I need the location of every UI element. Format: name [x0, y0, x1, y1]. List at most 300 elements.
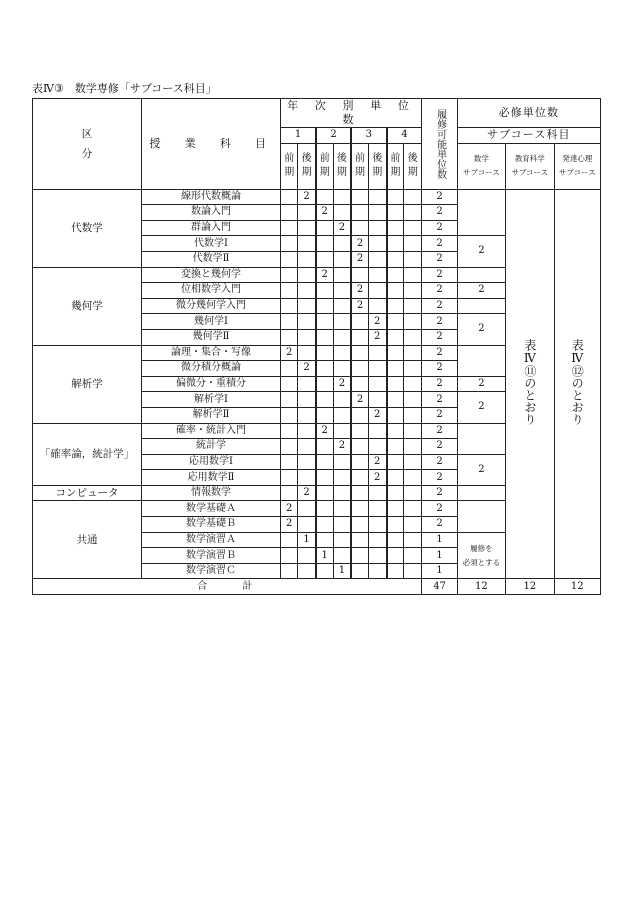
unit-cell: 2 — [298, 189, 316, 205]
unit-cell — [404, 251, 422, 267]
unit-cell — [404, 407, 422, 423]
unit-cell — [298, 236, 316, 252]
unit-cell — [316, 439, 333, 455]
header-year-1: 1 — [281, 128, 316, 144]
required-math-cell: 2 — [457, 392, 505, 423]
unit-cell — [351, 439, 368, 455]
unit-cell — [298, 548, 316, 564]
unit-cell — [368, 501, 386, 517]
credits-cell: 2 — [422, 236, 457, 252]
category-cell: 幾何学 — [33, 267, 142, 345]
unit-cell — [298, 298, 316, 314]
unit-cell — [387, 283, 404, 299]
category-cell: 「確率論，統計学」 — [33, 423, 142, 485]
unit-cell — [316, 189, 333, 205]
unit-cell: 2 — [316, 267, 333, 283]
unit-cell — [298, 470, 316, 486]
credits-cell: 2 — [422, 329, 457, 345]
unit-cell — [316, 376, 333, 392]
unit-cell — [281, 189, 298, 205]
unit-cell — [351, 532, 368, 548]
unit-cell — [387, 563, 404, 579]
unit-cell — [333, 454, 351, 470]
unit-cell — [351, 361, 368, 377]
unit-cell — [368, 236, 386, 252]
credits-cell: 2 — [422, 283, 457, 299]
header-term-first: 前期 — [316, 143, 333, 189]
unit-cell — [368, 517, 386, 533]
unit-cell — [333, 485, 351, 501]
unit-cell — [298, 345, 316, 361]
unit-cell: 2 — [281, 345, 298, 361]
total-math: 12 — [457, 579, 505, 595]
required-math-cell — [457, 189, 505, 236]
required-math-cell — [457, 298, 505, 314]
unit-cell — [368, 563, 386, 579]
header-term-first: 前期 — [281, 143, 298, 189]
unit-cell — [404, 454, 422, 470]
unit-cell — [333, 267, 351, 283]
unit-cell — [404, 236, 422, 252]
unit-cell — [404, 470, 422, 486]
unit-cell — [368, 220, 386, 236]
unit-cell — [351, 189, 368, 205]
header-sub-edu-1: 教育科学 — [514, 154, 545, 164]
header-year-2: 2 — [316, 128, 351, 144]
unit-cell: 2 — [368, 329, 386, 345]
unit-cell — [351, 376, 368, 392]
unit-cell — [298, 205, 316, 221]
unit-cell — [368, 376, 386, 392]
unit-cell — [281, 329, 298, 345]
table-caption: 表Ⅳ③ 数学専修「サブコース科目」 — [32, 82, 217, 95]
unit-cell — [351, 267, 368, 283]
unit-cell — [298, 439, 316, 455]
unit-cell: 2 — [316, 205, 333, 221]
unit-cell — [333, 548, 351, 564]
unit-cell — [316, 407, 333, 423]
unit-cell — [351, 470, 368, 486]
unit-cell: 2 — [281, 501, 298, 517]
unit-cell — [298, 314, 316, 330]
unit-cell — [298, 251, 316, 267]
unit-cell — [316, 454, 333, 470]
credits-cell: 2 — [422, 189, 457, 205]
unit-cell — [281, 361, 298, 377]
required-math-cell: 2 — [457, 283, 505, 299]
subject-cell: 代数学Ⅱ — [141, 251, 280, 267]
header-sub-psy-1: 発達心理 — [562, 154, 593, 164]
unit-cell: 2 — [368, 470, 386, 486]
unit-cell — [368, 251, 386, 267]
unit-cell: 2 — [351, 298, 368, 314]
category-cell: 代数学 — [33, 189, 142, 267]
subject-cell: 解析学Ⅰ — [141, 392, 280, 408]
unit-cell — [387, 485, 404, 501]
header-sub-psy-2: サブコース — [558, 168, 596, 178]
unit-cell — [387, 501, 404, 517]
required-math-cell — [457, 267, 505, 283]
unit-cell: 2 — [281, 517, 298, 533]
unit-cell — [404, 439, 422, 455]
required-edu-cell — [506, 189, 554, 579]
header-yearly-units: 年 次 別 単 位 数 — [281, 99, 422, 128]
unit-cell — [404, 345, 422, 361]
unit-cell: 2 — [333, 376, 351, 392]
unit-cell — [333, 205, 351, 221]
subject-cell: 群論入門 — [141, 220, 280, 236]
unit-cell — [351, 548, 368, 564]
unit-cell: 2 — [316, 423, 333, 439]
credits-cell: 2 — [422, 517, 457, 533]
unit-cell — [351, 205, 368, 221]
unit-cell — [351, 501, 368, 517]
subject-cell: 幾何学Ⅰ — [141, 314, 280, 330]
subject-cell: 偏微分・重積分 — [141, 376, 280, 392]
unit-cell: 2 — [333, 439, 351, 455]
unit-cell — [298, 517, 316, 533]
header-subject: 授 業 科 目 — [141, 99, 280, 190]
header-year-3: 3 — [351, 128, 386, 144]
total-row — [33, 579, 601, 595]
unit-cell — [387, 376, 404, 392]
credits-cell: 2 — [422, 361, 457, 377]
unit-cell — [387, 439, 404, 455]
unit-cell — [387, 361, 404, 377]
unit-cell — [298, 454, 316, 470]
unit-cell — [387, 532, 404, 548]
unit-cell — [281, 423, 298, 439]
credits-cell: 1 — [422, 532, 457, 548]
credits-cell: 2 — [422, 267, 457, 283]
total-edu: 12 — [506, 579, 554, 595]
unit-cell — [387, 298, 404, 314]
unit-cell — [298, 220, 316, 236]
unit-cell — [368, 189, 386, 205]
unit-cell — [387, 267, 404, 283]
unit-cell — [387, 236, 404, 252]
unit-cell: 2 — [368, 407, 386, 423]
unit-cell — [298, 376, 316, 392]
category-cell: 共通 — [33, 501, 142, 579]
unit-cell — [316, 392, 333, 408]
header-kubun-1: 区 — [81, 127, 93, 140]
credits-cell: 2 — [422, 220, 457, 236]
unit-cell — [281, 220, 298, 236]
unit-cell: 2 — [351, 251, 368, 267]
required-edu-text: 表Ⅳ⑪のとおり — [522, 338, 537, 425]
unit-cell — [368, 532, 386, 548]
required-math-cell: 2 — [457, 376, 505, 392]
unit-cell — [281, 470, 298, 486]
curriculum-table — [32, 98, 601, 595]
header-kubun — [33, 99, 142, 190]
subject-cell: 応用数学Ⅱ — [141, 470, 280, 486]
unit-cell: 1 — [333, 563, 351, 579]
unit-cell: 1 — [298, 532, 316, 548]
required-math-cell — [457, 485, 505, 501]
unit-cell — [333, 236, 351, 252]
unit-cell — [351, 345, 368, 361]
header-subcourse: サブコース科目 — [457, 128, 600, 144]
unit-cell: 2 — [298, 485, 316, 501]
unit-cell — [333, 345, 351, 361]
unit-cell — [333, 517, 351, 533]
header-sub-math — [457, 143, 505, 189]
unit-cell — [316, 532, 333, 548]
unit-cell — [351, 517, 368, 533]
subject-cell: 数学演習Ｃ — [141, 563, 280, 579]
header-year-4: 4 — [387, 128, 422, 144]
credits-cell: 2 — [422, 251, 457, 267]
header-term-second: 後期 — [298, 143, 316, 189]
unit-cell — [333, 329, 351, 345]
unit-cell — [387, 205, 404, 221]
unit-cell — [387, 423, 404, 439]
unit-cell — [281, 298, 298, 314]
unit-cell: 2 — [368, 454, 386, 470]
unit-cell — [368, 392, 386, 408]
unit-cell — [316, 563, 333, 579]
unit-cell: 2 — [351, 392, 368, 408]
unit-cell — [298, 392, 316, 408]
required-psy-cell — [554, 189, 600, 579]
header-credits-possible: 履修可能単位数 — [422, 99, 457, 190]
unit-cell — [333, 283, 351, 299]
header-term-second: 後期 — [368, 143, 386, 189]
unit-cell: 2 — [333, 220, 351, 236]
credits-cell: 2 — [422, 423, 457, 439]
total-credits: 47 — [422, 579, 457, 595]
unit-cell: 2 — [351, 283, 368, 299]
unit-cell — [333, 407, 351, 423]
required-math-cell — [457, 532, 505, 579]
unit-cell — [281, 314, 298, 330]
unit-cell — [387, 392, 404, 408]
unit-cell — [281, 251, 298, 267]
unit-cell — [404, 548, 422, 564]
credits-cell: 2 — [422, 454, 457, 470]
unit-cell — [333, 532, 351, 548]
unit-cell — [333, 298, 351, 314]
required-math-cell: 2 — [457, 314, 505, 345]
credits-cell: 2 — [422, 345, 457, 361]
header-required-units: 必修単位数 — [457, 99, 600, 128]
credits-cell: 2 — [422, 392, 457, 408]
header-sub-edu-2: サブコース — [511, 168, 549, 178]
unit-cell — [387, 517, 404, 533]
required-math-cell: 2 — [457, 236, 505, 267]
unit-cell: 2 — [351, 236, 368, 252]
unit-cell — [298, 423, 316, 439]
unit-cell — [387, 454, 404, 470]
subject-cell: 数学基礎Ａ — [141, 501, 280, 517]
required-psy-text: 表Ⅳ⑫のとおり — [570, 338, 585, 425]
unit-cell — [404, 283, 422, 299]
required-math-cell — [457, 501, 505, 532]
required-math-cell — [457, 345, 505, 376]
unit-cell — [368, 485, 386, 501]
required-math-cell: 2 — [457, 454, 505, 485]
subject-cell: 微分積分概論 — [141, 361, 280, 377]
credits-cell: 2 — [422, 205, 457, 221]
unit-cell — [333, 392, 351, 408]
credits-cell: 1 — [422, 563, 457, 579]
unit-cell — [333, 189, 351, 205]
unit-cell — [316, 345, 333, 361]
unit-cell — [368, 439, 386, 455]
subject-cell: 変換と幾何学 — [141, 267, 280, 283]
total-psy: 12 — [554, 579, 600, 595]
unit-cell — [368, 267, 386, 283]
unit-cell: 2 — [368, 314, 386, 330]
unit-cell — [351, 314, 368, 330]
unit-cell — [316, 251, 333, 267]
subject-cell: 論理・集合・写像 — [141, 345, 280, 361]
unit-cell — [387, 407, 404, 423]
unit-cell — [316, 298, 333, 314]
unit-cell — [316, 361, 333, 377]
unit-cell — [316, 236, 333, 252]
subject-cell: 代数学Ⅰ — [141, 236, 280, 252]
unit-cell — [404, 329, 422, 345]
category-cell: コンピュータ — [33, 485, 142, 501]
unit-cell — [404, 205, 422, 221]
unit-cell — [333, 423, 351, 439]
unit-cell — [281, 205, 298, 221]
credits-cell: 2 — [422, 470, 457, 486]
subject-cell: 統計学 — [141, 439, 280, 455]
unit-cell — [281, 407, 298, 423]
header-term-second: 後期 — [333, 143, 351, 189]
unit-cell: 1 — [316, 548, 333, 564]
unit-cell — [333, 470, 351, 486]
note-line-1: 履修を — [470, 543, 493, 553]
unit-cell — [316, 470, 333, 486]
subject-cell: 数学演習Ｂ — [141, 548, 280, 564]
subject-cell: 応用数学Ⅰ — [141, 454, 280, 470]
header-sub-math-1: 数学 — [473, 154, 489, 164]
unit-cell — [333, 501, 351, 517]
unit-cell — [368, 345, 386, 361]
header-term-first: 前期 — [387, 143, 404, 189]
credits-cell: 2 — [422, 439, 457, 455]
unit-cell — [387, 220, 404, 236]
unit-cell — [333, 251, 351, 267]
unit-cell — [298, 329, 316, 345]
unit-cell — [368, 283, 386, 299]
credits-cell: 2 — [422, 376, 457, 392]
unit-cell — [404, 423, 422, 439]
subject-cell: 微分幾何学入門 — [141, 298, 280, 314]
header-term-first: 前期 — [351, 143, 368, 189]
unit-cell — [298, 407, 316, 423]
unit-cell — [387, 189, 404, 205]
unit-cell — [281, 267, 298, 283]
credits-cell: 1 — [422, 548, 457, 564]
unit-cell — [316, 501, 333, 517]
unit-cell — [387, 314, 404, 330]
unit-cell — [316, 485, 333, 501]
total-label: 合 計 — [33, 579, 422, 595]
unit-cell — [404, 267, 422, 283]
unit-cell — [298, 501, 316, 517]
unit-cell — [298, 563, 316, 579]
unit-cell — [281, 439, 298, 455]
unit-cell — [404, 563, 422, 579]
unit-cell — [281, 485, 298, 501]
unit-cell — [404, 485, 422, 501]
unit-cell — [281, 563, 298, 579]
unit-cell — [404, 220, 422, 236]
unit-cell — [281, 532, 298, 548]
unit-cell — [351, 485, 368, 501]
unit-cell — [281, 454, 298, 470]
unit-cell — [333, 314, 351, 330]
unit-cell — [368, 423, 386, 439]
unit-cell — [387, 470, 404, 486]
credits-cell: 2 — [422, 314, 457, 330]
subject-cell: 数論入門 — [141, 205, 280, 221]
subject-cell: 解析学Ⅱ — [141, 407, 280, 423]
required-math-cell — [457, 423, 505, 454]
unit-cell — [281, 283, 298, 299]
unit-cell — [298, 267, 316, 283]
unit-cell — [404, 517, 422, 533]
unit-cell — [351, 329, 368, 345]
unit-cell — [404, 392, 422, 408]
unit-cell — [316, 283, 333, 299]
unit-cell — [281, 376, 298, 392]
unit-cell — [368, 298, 386, 314]
unit-cell — [316, 314, 333, 330]
unit-cell — [368, 548, 386, 564]
unit-cell — [387, 329, 404, 345]
unit-cell — [351, 454, 368, 470]
unit-cell — [281, 548, 298, 564]
unit-cell — [404, 298, 422, 314]
header-term-second: 後期 — [404, 143, 422, 189]
unit-cell — [298, 283, 316, 299]
unit-cell — [351, 407, 368, 423]
table-row — [33, 189, 601, 205]
unit-cell — [404, 376, 422, 392]
subject-cell: 線形代数概論 — [141, 189, 280, 205]
subject-cell: 位相数学入門 — [141, 283, 280, 299]
unit-cell — [404, 314, 422, 330]
credits-cell: 2 — [422, 485, 457, 501]
unit-cell: 2 — [298, 361, 316, 377]
unit-cell — [316, 220, 333, 236]
unit-cell — [316, 329, 333, 345]
unit-cell — [281, 236, 298, 252]
unit-cell — [404, 501, 422, 517]
unit-cell — [387, 548, 404, 564]
unit-cell — [404, 532, 422, 548]
unit-cell — [368, 361, 386, 377]
category-cell: 解析学 — [33, 345, 142, 423]
subject-cell: 確率・統計入門 — [141, 423, 280, 439]
header-kubun-2: 分 — [81, 147, 93, 160]
unit-cell — [404, 361, 422, 377]
unit-cell — [404, 189, 422, 205]
unit-cell — [281, 392, 298, 408]
unit-cell — [351, 220, 368, 236]
subject-cell: 情報数学 — [141, 485, 280, 501]
subject-cell: 数学基礎Ｂ — [141, 517, 280, 533]
unit-cell — [351, 563, 368, 579]
credits-cell: 2 — [422, 501, 457, 517]
